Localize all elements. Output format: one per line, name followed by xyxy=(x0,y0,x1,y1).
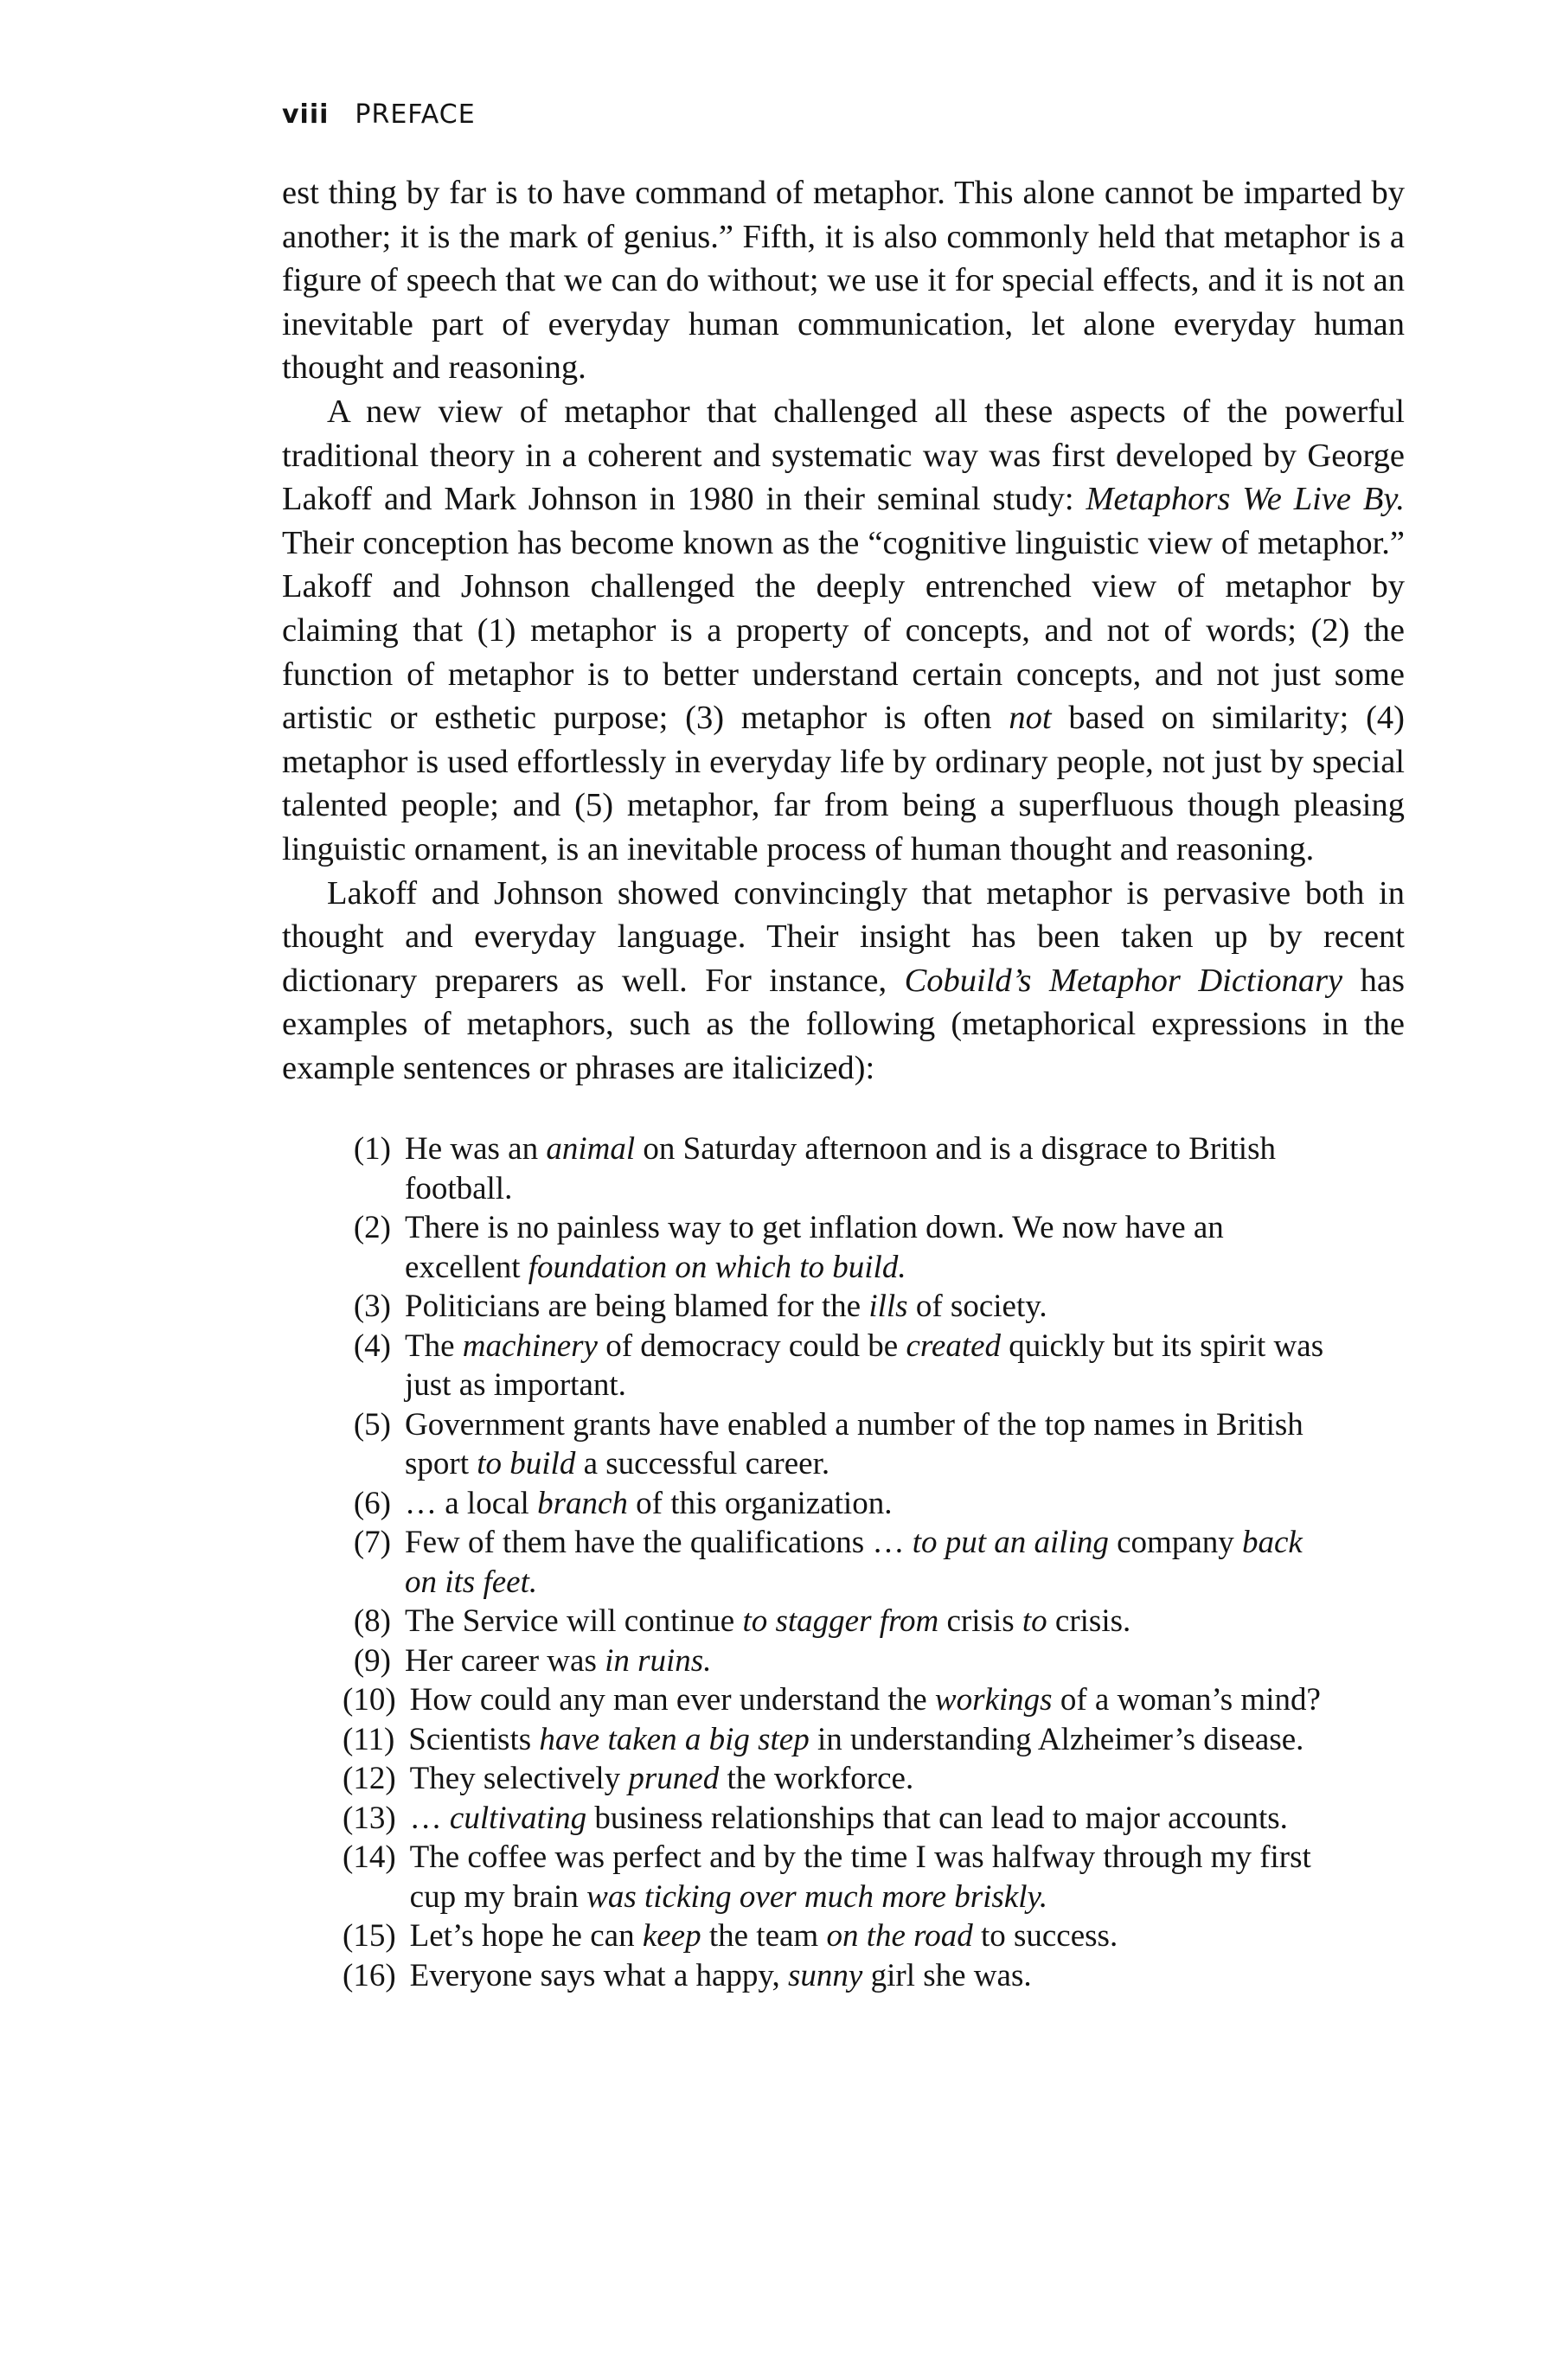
book-page xyxy=(282,0,1406,2380)
example-number: (5) xyxy=(353,1406,391,1443)
italic-text: on the road xyxy=(826,1918,973,1954)
example-item xyxy=(343,1799,1380,1839)
text-run: Her career was xyxy=(405,1642,605,1679)
italic-text: not xyxy=(1009,700,1052,737)
example-item xyxy=(343,1602,1380,1641)
paragraph xyxy=(282,171,1405,390)
running-head xyxy=(282,99,476,130)
text-run: crisis xyxy=(938,1603,1022,1639)
example-text xyxy=(405,1129,1339,1208)
text-run: Lakoff and Johnson showed convincingly that metaphor is pervasive both in thought and everyday language. Their insight has been taken up by recent dictionary preparers as well. For instance, xyxy=(282,874,1405,999)
text-run: Politicians are being blamed for the xyxy=(405,1289,869,1324)
italic-text: pruned xyxy=(628,1761,720,1796)
example-list xyxy=(343,1129,1380,1995)
example-item xyxy=(343,1838,1380,1916)
text-run: on Saturday afternoon and is a disgrace to British football. xyxy=(405,1131,1276,1206)
example-number: (11) xyxy=(343,1721,395,1757)
example-number: (12) xyxy=(343,1761,396,1796)
example-item xyxy=(343,1287,1380,1327)
paragraph xyxy=(282,872,1405,1091)
text-run: in understanding Alzheimer’s disease. xyxy=(809,1721,1304,1757)
example-item xyxy=(343,1641,1380,1681)
example-text xyxy=(410,1916,1344,1956)
text-run: A new view of metaphor that challenged all these aspects of the powerful traditional theory in a coherent and systematic way was first developed by George Lakoff and Mark Johnson in 1980 in their seminal study: xyxy=(282,393,1405,518)
text-run: They selectively xyxy=(409,1761,629,1796)
text-run: crisis. xyxy=(1047,1603,1131,1639)
example-number: (8) xyxy=(353,1603,391,1639)
example-item xyxy=(343,1759,1380,1799)
example-item xyxy=(343,1916,1380,1956)
text-run: Their conception has become known as the “cognitive linguistic view of metaphor.” Lakoff and Johnson challenged the deeply entrenched view of metaphor by claiming that (1) metaphor is a property of concepts, and not of words; (2) the function of metaphor is to better understand certain concepts, and not just some artistic or esthetic purpose; (3) metaphor is often xyxy=(282,524,1405,737)
example-item xyxy=(343,1405,1380,1484)
text-run: has examples of metaphors, such as the following (metaphorical expressions in the example sentences or phrases are italicized): xyxy=(282,962,1405,1086)
example-number: (3) xyxy=(353,1289,391,1324)
text-run: The coffee was perfect and by the time I was halfway through my first cup my brain xyxy=(409,1839,1311,1915)
text-run: … a local xyxy=(405,1485,538,1521)
example-text xyxy=(405,1523,1339,1602)
paragraph xyxy=(282,390,1405,872)
italic-text: Cobuild’s Metaphor Dictionary xyxy=(904,962,1343,999)
italic-text: branch xyxy=(537,1485,628,1521)
text-run: of democracy could be xyxy=(597,1328,906,1364)
example-text xyxy=(405,1641,1339,1681)
text-run: Government grants have enabled a number of the top names in British sport xyxy=(405,1406,1303,1481)
example-text xyxy=(405,1327,1339,1405)
text-run: He was an xyxy=(405,1131,547,1167)
example-item xyxy=(343,1327,1380,1405)
example-item xyxy=(343,1484,1380,1524)
section-title: PREFACE xyxy=(355,99,476,130)
italic-text: back on its feet. xyxy=(405,1525,1303,1600)
text-run: Let’s hope he can xyxy=(409,1918,643,1954)
italic-text: to put an ailing xyxy=(912,1525,1109,1560)
example-number: (4) xyxy=(353,1328,391,1364)
example-text xyxy=(410,1680,1344,1720)
italic-text: to stagger from xyxy=(742,1603,939,1639)
text-run: The xyxy=(405,1328,463,1364)
italic-text: workings xyxy=(934,1682,1053,1718)
example-number: (16) xyxy=(343,1957,396,1993)
italic-text: cultivating xyxy=(449,1800,587,1836)
text-run: Everyone says what a happy, xyxy=(409,1957,789,1993)
italic-text: ills xyxy=(868,1289,908,1324)
italic-text: keep xyxy=(642,1918,701,1954)
text-run: to success. xyxy=(972,1918,1118,1954)
example-text xyxy=(410,1759,1344,1799)
example-text xyxy=(410,1838,1344,1916)
text-run: est thing by far is to have command of metaphor. This alone cannot be imparted by another; it is the mark of genius.” Fifth, it is also commonly held that metaphor is a figure of speech that we can do without; we use it for special effects, and it is not an inevitable part of everyday human communication, let alone everyday human thought and reasoning. xyxy=(282,175,1405,387)
example-number: (6) xyxy=(353,1485,391,1521)
text-run: the workforce. xyxy=(719,1761,914,1796)
text-run: of a woman’s mind? xyxy=(1052,1682,1321,1718)
body-text xyxy=(282,171,1405,1090)
example-number: (15) xyxy=(343,1918,396,1954)
italic-text: was ticking over much more briskly. xyxy=(586,1878,1048,1915)
example-text xyxy=(405,1405,1339,1484)
example-item xyxy=(343,1208,1380,1287)
text-run: based on similarity; (4) metaphor is used effortlessly in everyday life by ordinary people, not just by special talented people; and (5) metaphor, far from being a superfluous though pleasing linguistic ornament, is an inevitable process of human thought and reasoning. xyxy=(282,700,1405,867)
example-text xyxy=(405,1208,1339,1287)
italic-text: created xyxy=(906,1328,1002,1364)
example-text xyxy=(405,1484,1339,1524)
italic-text: foundation on which to build. xyxy=(528,1249,906,1285)
italic-text: animal xyxy=(546,1131,636,1167)
text-run: business relationships that can lead to major accounts. xyxy=(586,1800,1288,1836)
text-run: quickly but its spirit was just as important. xyxy=(405,1328,1324,1403)
example-number: (1) xyxy=(353,1131,391,1167)
example-item xyxy=(343,1720,1380,1760)
example-item xyxy=(343,1129,1380,1208)
text-run: Scientists xyxy=(408,1721,540,1757)
text-run: Few of them have the qualifications … xyxy=(405,1525,913,1560)
text-run: How could any man ever understand the xyxy=(409,1682,935,1718)
page-number: viii xyxy=(282,99,330,130)
example-number: (9) xyxy=(353,1642,391,1679)
text-run: of this organization. xyxy=(627,1485,893,1521)
italic-text: to build xyxy=(477,1446,576,1481)
example-number: (10) xyxy=(343,1682,396,1718)
italic-text: machinery xyxy=(462,1328,598,1364)
example-text xyxy=(408,1720,1342,1760)
example-number: (13) xyxy=(343,1800,396,1836)
example-item xyxy=(343,1523,1380,1602)
italic-text: in ruins. xyxy=(605,1642,712,1679)
text-run: … xyxy=(409,1800,450,1836)
example-number: (7) xyxy=(353,1525,391,1560)
example-item xyxy=(343,1680,1380,1720)
text-run: a successful career. xyxy=(575,1446,830,1481)
text-run: the team xyxy=(701,1918,827,1954)
example-text xyxy=(410,1956,1344,1996)
text-run: There is no painless way to get inflation down. We now have an excellent xyxy=(405,1210,1224,1285)
example-number: (2) xyxy=(353,1210,391,1245)
text-run: The Service will continue xyxy=(405,1603,743,1639)
italic-text: Metaphors We Live By. xyxy=(1086,481,1405,518)
example-text xyxy=(410,1799,1344,1839)
italic-text: have taken a big step xyxy=(539,1721,810,1757)
example-text xyxy=(405,1602,1339,1641)
example-number: (14) xyxy=(343,1839,396,1875)
text-run: girl she was. xyxy=(862,1957,1032,1993)
text-run: of society. xyxy=(907,1289,1047,1324)
italic-text: sunny xyxy=(788,1957,863,1993)
italic-text: to xyxy=(1022,1603,1047,1639)
example-item xyxy=(343,1956,1380,1996)
text-run: company xyxy=(1108,1525,1242,1560)
example-text xyxy=(405,1287,1339,1327)
